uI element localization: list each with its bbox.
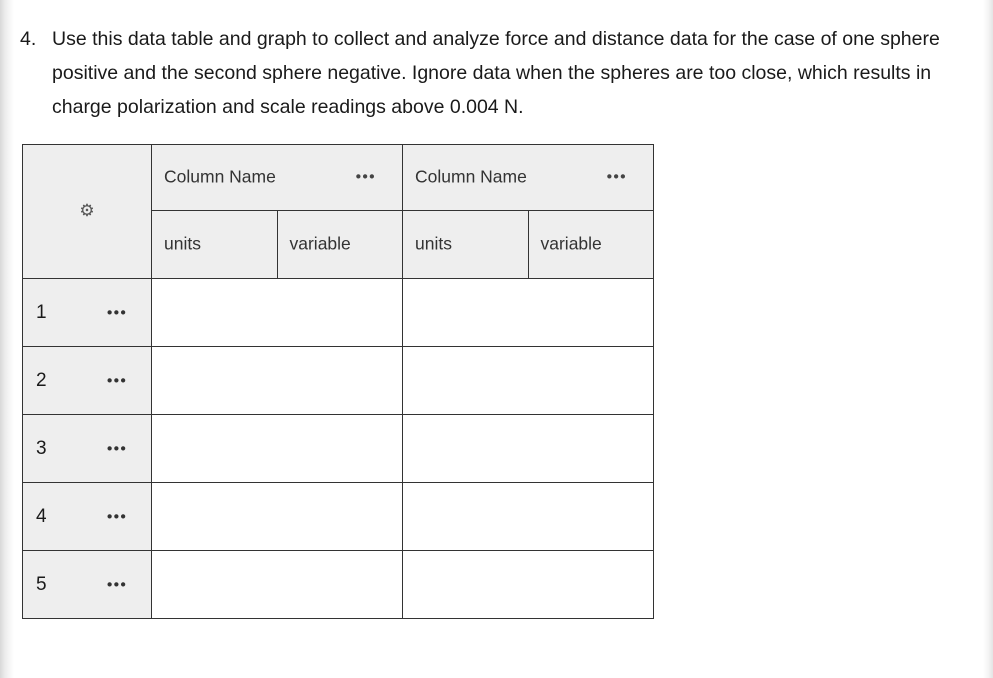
data-cell-r2c2[interactable] (403, 347, 654, 415)
column-name-label-2: Column Name (415, 166, 527, 187)
data-cell-r5c2[interactable] (403, 551, 654, 619)
row-menu-icon-4[interactable]: ••• (107, 508, 128, 525)
data-cell-r3c1[interactable] (152, 415, 403, 483)
table-row[interactable] (23, 483, 654, 551)
question-text: Use this data table and graph to collect and analyze force and distance data for the case of one sphere positive and the second sphere negative. Ignore data when the spheres are too close, which results in charge polarization and scale readings above 0.004 N. (52, 28, 940, 118)
row-header-3[interactable] (23, 415, 152, 483)
table-row[interactable] (23, 347, 654, 415)
column-units-cell-2[interactable] (403, 210, 529, 278)
table-header-row-names (23, 145, 654, 211)
column-menu-icon-1[interactable]: ••• (355, 168, 376, 186)
column-variable-label-2: variable (540, 233, 602, 254)
column-variable-label-1: variable (289, 233, 351, 254)
row-header-4[interactable] (23, 483, 152, 551)
column-menu-icon-2[interactable]: ••• (606, 168, 627, 186)
row-menu-icon-2[interactable]: ••• (107, 372, 128, 389)
data-cell-r1c1[interactable] (152, 279, 403, 347)
column-name-label-1: Column Name (164, 166, 276, 187)
table-settings-cell[interactable] (23, 145, 152, 279)
row-menu-icon-3[interactable]: ••• (107, 440, 128, 457)
data-cell-r1c2[interactable] (403, 279, 654, 347)
row-number-4: 4 (36, 505, 47, 527)
row-number-2: 2 (36, 369, 47, 391)
row-number-5: 5 (36, 573, 47, 595)
data-cell-r5c1[interactable] (152, 551, 403, 619)
data-cell-r2c1[interactable] (152, 347, 403, 415)
question-block (20, 22, 980, 124)
table-row[interactable] (23, 415, 654, 483)
column-units-label-2: units (415, 233, 452, 254)
row-menu-icon-1[interactable]: ••• (107, 304, 128, 321)
row-number-3: 3 (36, 437, 47, 459)
column-units-label-1: units (164, 233, 201, 254)
row-header-5[interactable] (23, 551, 152, 619)
data-cell-r4c1[interactable] (152, 483, 403, 551)
row-menu-icon-5[interactable]: ••• (107, 576, 128, 593)
column-header-2[interactable] (403, 145, 654, 211)
gear-icon[interactable]: ⚙ (79, 201, 95, 220)
data-cell-r3c2[interactable] (403, 415, 654, 483)
table-row[interactable] (23, 551, 654, 619)
data-table[interactable] (22, 144, 654, 619)
row-number-1: 1 (36, 301, 47, 323)
column-units-cell-1[interactable] (152, 210, 278, 278)
data-cell-r4c2[interactable] (403, 483, 654, 551)
row-header-1[interactable] (23, 279, 152, 347)
column-header-1[interactable] (152, 145, 403, 211)
column-variable-cell-1[interactable] (277, 210, 403, 278)
question-number: 4. (20, 28, 37, 50)
table-row[interactable] (23, 279, 654, 347)
column-variable-cell-2[interactable] (528, 210, 654, 278)
row-header-2[interactable] (23, 347, 152, 415)
